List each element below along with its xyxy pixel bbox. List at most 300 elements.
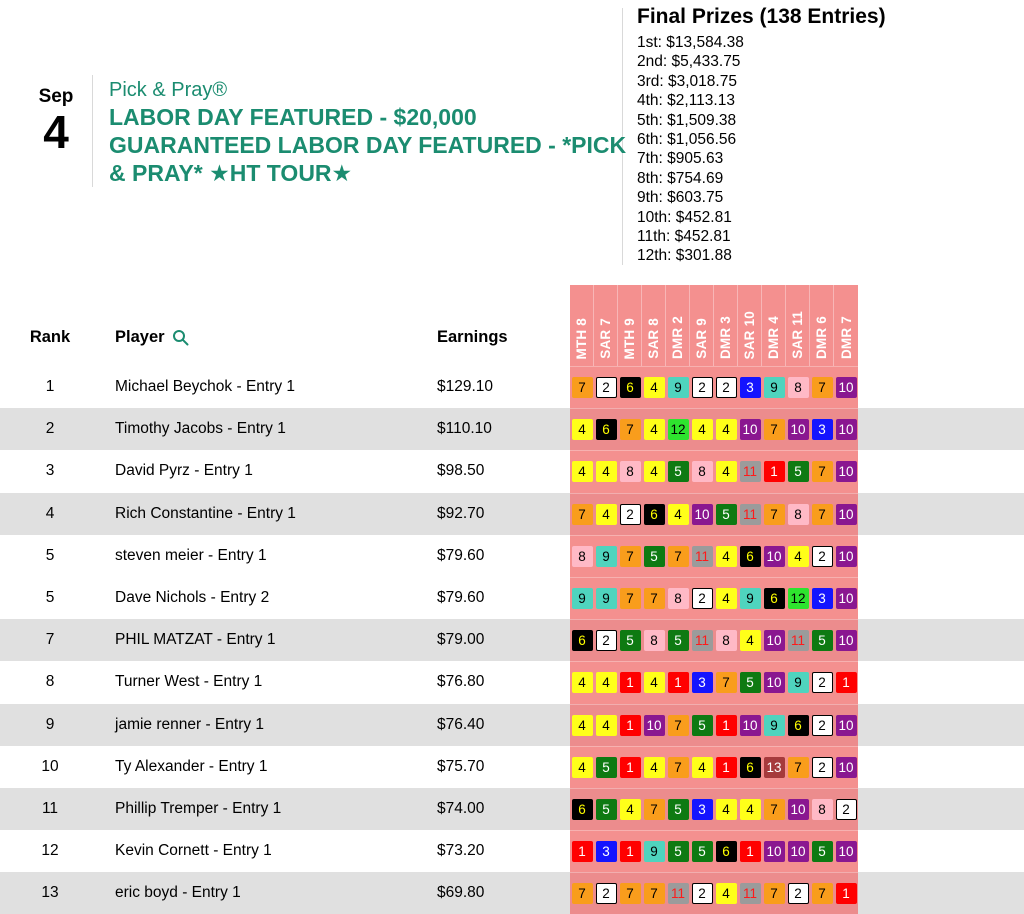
pick-cell bbox=[786, 662, 810, 703]
pick-chip: 8 bbox=[788, 504, 809, 525]
prize-line: 9th: $603.75 bbox=[637, 189, 724, 207]
pick-cell bbox=[786, 831, 810, 872]
pick-cell bbox=[642, 494, 666, 535]
table-row bbox=[0, 577, 1024, 619]
event-date-month: Sep bbox=[38, 86, 74, 107]
pick-cell bbox=[762, 789, 786, 830]
pick-cell bbox=[690, 578, 714, 619]
race-column-header-label: MTH 8 bbox=[574, 317, 589, 359]
pick-chip: 11 bbox=[788, 630, 809, 651]
table-row bbox=[0, 408, 1024, 450]
pick-chip: 7 bbox=[620, 588, 641, 609]
event-date bbox=[30, 75, 82, 187]
pick-chip: 9 bbox=[788, 672, 809, 693]
pick-cell bbox=[690, 705, 714, 746]
rank-value: 4 bbox=[45, 504, 55, 522]
pick-chip: 5 bbox=[692, 841, 713, 862]
race-column-header-label: SAR 10 bbox=[742, 310, 757, 359]
pick-chip: 4 bbox=[716, 883, 737, 904]
pick-chip: 2 bbox=[596, 883, 617, 904]
pick-cell bbox=[738, 536, 762, 577]
pick-chip: 9 bbox=[644, 841, 665, 862]
column-header-rank: Rank bbox=[29, 328, 71, 346]
earnings-value: $129.10 bbox=[437, 378, 494, 396]
rank-value: 5 bbox=[45, 589, 55, 607]
pick-chip: 10 bbox=[836, 419, 857, 440]
pick-cell bbox=[570, 662, 594, 703]
earnings-value: $79.60 bbox=[437, 546, 485, 564]
final-prizes-title: Final Prizes (138 Entries) bbox=[637, 5, 886, 28]
player-name: steven meier - Entry 1 bbox=[115, 546, 267, 564]
column-header-earnings: Earnings bbox=[437, 328, 508, 346]
pick-chip: 6 bbox=[572, 630, 593, 651]
pick-chip: 10 bbox=[788, 419, 809, 440]
pick-chip: 9 bbox=[740, 588, 761, 609]
pick-chip: 2 bbox=[692, 588, 713, 609]
pick-cell bbox=[738, 620, 762, 661]
final-prizes-panel bbox=[637, 5, 1017, 266]
pick-chip: 1 bbox=[716, 715, 737, 736]
pick-cell bbox=[642, 747, 666, 788]
table-row bbox=[0, 788, 1024, 830]
picks-strip bbox=[570, 366, 858, 408]
player-name: Kevin Cornett - Entry 1 bbox=[115, 842, 272, 860]
pick-cell bbox=[666, 620, 690, 661]
pick-cell bbox=[570, 409, 594, 450]
pick-cell bbox=[834, 747, 858, 788]
pick-chip: 6 bbox=[644, 504, 665, 525]
pick-cell bbox=[666, 451, 690, 492]
pick-chip: 7 bbox=[644, 883, 665, 904]
earnings-value: $76.80 bbox=[437, 673, 485, 691]
player-name: Turner West - Entry 1 bbox=[115, 673, 263, 691]
pick-cell bbox=[810, 789, 834, 830]
pick-chip: 6 bbox=[788, 715, 809, 736]
picks-strip bbox=[570, 661, 858, 703]
pick-cell bbox=[642, 873, 666, 914]
table-row bbox=[0, 450, 1024, 492]
pick-cell bbox=[666, 747, 690, 788]
pick-cell bbox=[714, 662, 738, 703]
pick-cell bbox=[714, 536, 738, 577]
pick-chip: 10 bbox=[764, 841, 785, 862]
pick-chip: 3 bbox=[596, 841, 617, 862]
pick-chip: 8 bbox=[716, 630, 737, 651]
rank-value: 8 bbox=[45, 673, 55, 691]
pick-cell bbox=[834, 367, 858, 408]
pick-cell bbox=[834, 620, 858, 661]
pick-chip: 1 bbox=[620, 672, 641, 693]
event-date-day: 4 bbox=[43, 106, 69, 158]
player-name: Phillip Tremper - Entry 1 bbox=[115, 799, 282, 817]
pick-cell bbox=[810, 494, 834, 535]
pick-cell bbox=[714, 367, 738, 408]
pick-cell bbox=[810, 578, 834, 619]
pick-cell bbox=[666, 662, 690, 703]
pick-chip: 4 bbox=[596, 715, 617, 736]
pick-chip: 7 bbox=[812, 504, 833, 525]
pick-cell bbox=[834, 789, 858, 830]
pick-chip: 4 bbox=[644, 377, 665, 398]
race-column-header-label: SAR 9 bbox=[694, 318, 709, 359]
pick-chip: 4 bbox=[572, 715, 593, 736]
pick-cell bbox=[762, 662, 786, 703]
pick-chip: 10 bbox=[836, 546, 857, 567]
pick-chip: 10 bbox=[836, 377, 857, 398]
pick-cell bbox=[738, 409, 762, 450]
pick-cell bbox=[642, 789, 666, 830]
picks-strip bbox=[570, 535, 858, 577]
rank-value: 10 bbox=[41, 757, 59, 775]
pick-chip: 4 bbox=[692, 757, 713, 778]
event-header bbox=[30, 75, 639, 187]
player-name: Timothy Jacobs - Entry 1 bbox=[115, 420, 286, 438]
pick-chip: 7 bbox=[572, 883, 593, 904]
pick-chip: 2 bbox=[812, 757, 833, 778]
table-row bbox=[0, 704, 1024, 746]
pick-chip: 1 bbox=[740, 841, 761, 862]
race-column-header bbox=[690, 285, 714, 366]
rank-value: 12 bbox=[41, 842, 59, 860]
rank-value: 9 bbox=[45, 715, 55, 733]
pick-cell bbox=[714, 789, 738, 830]
pick-cell bbox=[618, 831, 642, 872]
pick-chip: 9 bbox=[764, 377, 785, 398]
pick-chip: 7 bbox=[668, 715, 689, 736]
pick-cell bbox=[714, 873, 738, 914]
pick-chip: 4 bbox=[692, 419, 713, 440]
prize-line: 10th: $452.81 bbox=[637, 208, 732, 226]
pick-chip: 4 bbox=[644, 672, 665, 693]
pick-chip: 1 bbox=[716, 757, 737, 778]
player-name: eric boyd - Entry 1 bbox=[115, 884, 241, 902]
pick-chip: 6 bbox=[764, 588, 785, 609]
pick-cell bbox=[666, 536, 690, 577]
race-column-header bbox=[738, 285, 762, 366]
player-name: PHIL MATZAT - Entry 1 bbox=[115, 631, 276, 649]
prize-line: 12th: $301.88 bbox=[637, 247, 732, 265]
pick-cell bbox=[810, 662, 834, 703]
pick-chip: 12 bbox=[668, 419, 689, 440]
pick-cell bbox=[834, 831, 858, 872]
pick-chip: 5 bbox=[596, 799, 617, 820]
pick-chip: 10 bbox=[836, 588, 857, 609]
pick-cell bbox=[618, 451, 642, 492]
pick-chip: 2 bbox=[812, 546, 833, 567]
pick-chip: 2 bbox=[596, 377, 617, 398]
prize-line: 3rd: $3,018.75 bbox=[637, 72, 737, 90]
pick-cell bbox=[594, 620, 618, 661]
pick-chip: 11 bbox=[740, 461, 761, 482]
pick-chip: 4 bbox=[788, 546, 809, 567]
pick-cell bbox=[834, 662, 858, 703]
pick-cell bbox=[666, 873, 690, 914]
race-column-header-label: SAR 8 bbox=[646, 318, 661, 359]
pick-chip: 4 bbox=[644, 461, 665, 482]
pick-chip: 10 bbox=[764, 672, 785, 693]
table-row bbox=[0, 872, 1024, 914]
earnings-value: $110.10 bbox=[437, 420, 492, 438]
pick-chip: 1 bbox=[836, 883, 857, 904]
prize-line: 4th: $2,113.13 bbox=[637, 92, 735, 110]
pick-cell bbox=[738, 705, 762, 746]
pick-cell bbox=[834, 705, 858, 746]
pick-cell bbox=[594, 451, 618, 492]
pick-cell bbox=[762, 367, 786, 408]
pick-chip: 9 bbox=[764, 715, 785, 736]
pick-chip: 7 bbox=[620, 419, 641, 440]
pick-cell bbox=[642, 367, 666, 408]
pick-cell bbox=[786, 789, 810, 830]
pick-cell bbox=[618, 873, 642, 914]
pick-chip: 11 bbox=[740, 504, 761, 525]
pick-chip: 10 bbox=[836, 757, 857, 778]
pick-chip: 5 bbox=[692, 715, 713, 736]
pick-chip: 10 bbox=[644, 715, 665, 736]
pick-chip: 1 bbox=[572, 841, 593, 862]
race-column-header bbox=[594, 285, 618, 366]
pick-cell bbox=[834, 578, 858, 619]
pick-chip: 10 bbox=[740, 419, 761, 440]
pick-chip: 3 bbox=[812, 588, 833, 609]
pick-chip: 2 bbox=[620, 504, 641, 525]
pick-chip: 10 bbox=[788, 841, 809, 862]
pick-chip: 11 bbox=[692, 630, 713, 651]
earnings-value: $75.70 bbox=[437, 757, 485, 775]
pick-cell bbox=[762, 578, 786, 619]
pick-chip: 3 bbox=[812, 419, 833, 440]
table-row bbox=[0, 661, 1024, 703]
pick-cell bbox=[762, 409, 786, 450]
pick-cell bbox=[738, 662, 762, 703]
pick-cell bbox=[810, 367, 834, 408]
pick-chip: 7 bbox=[812, 377, 833, 398]
pick-cell bbox=[570, 578, 594, 619]
final-prizes-list bbox=[637, 33, 1017, 266]
pick-chip: 6 bbox=[740, 546, 761, 567]
pick-chip: 4 bbox=[596, 672, 617, 693]
pick-chip: 5 bbox=[596, 757, 617, 778]
pick-cell bbox=[714, 451, 738, 492]
prize-line: 7th: $905.63 bbox=[637, 150, 724, 168]
prize-line: 8th: $754.69 bbox=[637, 169, 724, 187]
pick-chip: 11 bbox=[668, 883, 689, 904]
picks-strip bbox=[570, 577, 858, 619]
earnings-value: $73.20 bbox=[437, 842, 485, 860]
pick-cell bbox=[714, 705, 738, 746]
picks-strip bbox=[570, 619, 858, 661]
pick-cell bbox=[690, 662, 714, 703]
pick-cell bbox=[642, 578, 666, 619]
pick-cell bbox=[594, 578, 618, 619]
pick-chip: 4 bbox=[596, 504, 617, 525]
pick-chip: 3 bbox=[692, 672, 713, 693]
pick-cell bbox=[810, 705, 834, 746]
race-column-header bbox=[834, 285, 858, 366]
pick-chip: 10 bbox=[836, 461, 857, 482]
pick-chip: 7 bbox=[812, 883, 833, 904]
pick-chip: 7 bbox=[644, 588, 665, 609]
picks-strip bbox=[570, 788, 858, 830]
pick-cell bbox=[690, 873, 714, 914]
pick-chip: 7 bbox=[668, 546, 689, 567]
pick-cell bbox=[810, 831, 834, 872]
pick-cell bbox=[738, 873, 762, 914]
pick-chip: 7 bbox=[716, 672, 737, 693]
pick-chip: 4 bbox=[740, 630, 761, 651]
race-column-header-label: DMR 3 bbox=[718, 315, 733, 359]
pick-chip: 10 bbox=[764, 630, 785, 651]
player-name: jamie renner - Entry 1 bbox=[115, 715, 265, 733]
pick-cell bbox=[786, 578, 810, 619]
pick-cell bbox=[690, 620, 714, 661]
pick-chip: 2 bbox=[692, 883, 713, 904]
pick-cell bbox=[666, 831, 690, 872]
pick-cell bbox=[810, 620, 834, 661]
pick-cell bbox=[810, 536, 834, 577]
pick-chip: 10 bbox=[740, 715, 761, 736]
pick-chip: 7 bbox=[764, 419, 785, 440]
pick-cell bbox=[690, 451, 714, 492]
pick-chip: 4 bbox=[572, 419, 593, 440]
pick-chip: 5 bbox=[668, 799, 689, 820]
pick-cell bbox=[594, 494, 618, 535]
pick-cell bbox=[834, 536, 858, 577]
pick-cell bbox=[594, 831, 618, 872]
race-column-header-label: DMR 4 bbox=[766, 315, 781, 359]
rank-value: 5 bbox=[45, 546, 55, 564]
pick-cell bbox=[618, 620, 642, 661]
pick-cell bbox=[690, 409, 714, 450]
pick-cell bbox=[594, 873, 618, 914]
pick-chip: 3 bbox=[692, 799, 713, 820]
pick-chip: 12 bbox=[788, 588, 809, 609]
pick-cell bbox=[810, 409, 834, 450]
picks-strip bbox=[570, 746, 858, 788]
picks-strip bbox=[570, 830, 858, 872]
pick-cell bbox=[810, 873, 834, 914]
pick-chip: 10 bbox=[836, 715, 857, 736]
search-icon[interactable] bbox=[172, 329, 189, 346]
pick-cell bbox=[810, 747, 834, 788]
pick-chip: 5 bbox=[812, 630, 833, 651]
pick-chip: 2 bbox=[788, 883, 809, 904]
pick-chip: 4 bbox=[716, 588, 737, 609]
pick-cell bbox=[762, 494, 786, 535]
pick-cell bbox=[786, 367, 810, 408]
pick-cell bbox=[642, 705, 666, 746]
race-column-headers bbox=[570, 285, 858, 366]
pick-cell bbox=[762, 705, 786, 746]
rank-value: 11 bbox=[41, 799, 59, 817]
pick-cell bbox=[786, 536, 810, 577]
pick-chip: 4 bbox=[716, 461, 737, 482]
pick-cell bbox=[570, 789, 594, 830]
earnings-value: $76.40 bbox=[437, 715, 485, 733]
earnings-value: $69.80 bbox=[437, 884, 485, 902]
pick-cell bbox=[570, 494, 594, 535]
pick-cell bbox=[594, 367, 618, 408]
pick-chip: 3 bbox=[740, 377, 761, 398]
pick-cell bbox=[834, 873, 858, 914]
pick-cell bbox=[618, 409, 642, 450]
pick-cell bbox=[594, 747, 618, 788]
event-title: LABOR DAY FEATURED - $20,000 GUARANTEED LABOR DAY FEATURED - *PICK & PRAY* ★HT TOUR★ bbox=[109, 104, 627, 186]
pick-cell bbox=[570, 451, 594, 492]
pick-cell bbox=[786, 451, 810, 492]
pick-chip: 10 bbox=[764, 546, 785, 567]
pick-chip: 8 bbox=[668, 588, 689, 609]
race-column-header-label: DMR 6 bbox=[814, 315, 829, 359]
pick-cell bbox=[786, 747, 810, 788]
pick-cell bbox=[570, 873, 594, 914]
race-column-header bbox=[810, 285, 834, 366]
pick-cell bbox=[714, 494, 738, 535]
pick-cell bbox=[738, 747, 762, 788]
pick-chip: 5 bbox=[668, 841, 689, 862]
pick-cell bbox=[570, 620, 594, 661]
pick-chip: 7 bbox=[620, 883, 641, 904]
race-column-header bbox=[570, 285, 594, 366]
race-column-header-label: DMR 2 bbox=[670, 315, 685, 359]
pick-cell bbox=[738, 451, 762, 492]
earnings-value: $79.00 bbox=[437, 631, 485, 649]
pick-chip: 7 bbox=[572, 377, 593, 398]
pick-cell bbox=[714, 578, 738, 619]
table-row bbox=[0, 746, 1024, 788]
pick-chip: 7 bbox=[764, 504, 785, 525]
pick-chip: 7 bbox=[668, 757, 689, 778]
pick-cell bbox=[786, 409, 810, 450]
pick-cell bbox=[666, 494, 690, 535]
pick-chip: 2 bbox=[812, 672, 833, 693]
pick-chip: 7 bbox=[572, 504, 593, 525]
race-column-header bbox=[762, 285, 786, 366]
pick-chip: 5 bbox=[620, 630, 641, 651]
player-name: David Pyrz - Entry 1 bbox=[115, 462, 253, 480]
pick-chip: 7 bbox=[812, 461, 833, 482]
pick-cell bbox=[738, 831, 762, 872]
race-column-header bbox=[714, 285, 738, 366]
pick-cell bbox=[594, 705, 618, 746]
pick-cell bbox=[762, 620, 786, 661]
pick-chip: 5 bbox=[668, 461, 689, 482]
race-column-header bbox=[786, 285, 810, 366]
pick-chip: 4 bbox=[572, 757, 593, 778]
pick-chip: 4 bbox=[644, 757, 665, 778]
pick-cell bbox=[642, 536, 666, 577]
pick-cell bbox=[594, 662, 618, 703]
pick-cell bbox=[714, 620, 738, 661]
pick-cell bbox=[618, 578, 642, 619]
picks-strip bbox=[570, 872, 858, 914]
pick-chip: 1 bbox=[620, 841, 641, 862]
pick-chip: 7 bbox=[644, 799, 665, 820]
pick-cell bbox=[570, 831, 594, 872]
pick-cell bbox=[690, 367, 714, 408]
event-subtitle: Pick & Pray® bbox=[109, 79, 228, 101]
column-header-player-label: Player bbox=[115, 328, 165, 346]
picks-strip bbox=[570, 704, 858, 746]
pick-chip: 10 bbox=[836, 504, 857, 525]
rank-value: 7 bbox=[45, 631, 55, 649]
pick-cell bbox=[738, 578, 762, 619]
pick-chip: 4 bbox=[668, 504, 689, 525]
pick-chip: 2 bbox=[716, 377, 737, 398]
prize-line: 11th: $452.81 bbox=[637, 228, 731, 246]
pick-chip: 7 bbox=[764, 799, 785, 820]
pick-cell bbox=[738, 367, 762, 408]
